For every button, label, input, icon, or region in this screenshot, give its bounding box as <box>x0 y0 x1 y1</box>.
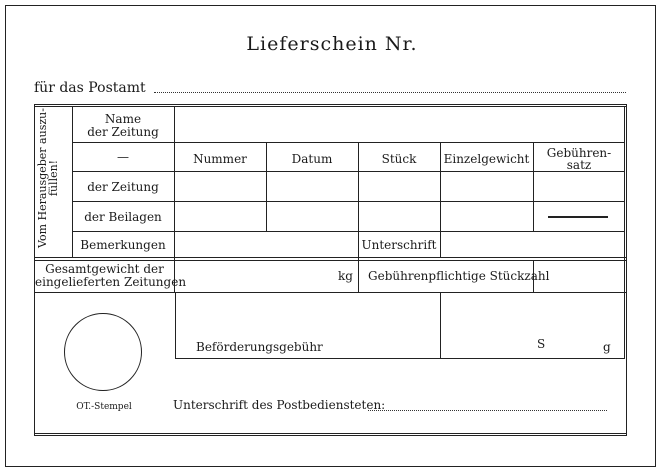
rule-section1 <box>34 257 627 258</box>
cell-stueck-zeitung[interactable] <box>360 172 439 200</box>
col-nummer: Nummer <box>193 152 247 166</box>
cell-datum-zeitung[interactable] <box>268 172 357 200</box>
unterschrift-field[interactable] <box>442 232 623 256</box>
postamt-field[interactable] <box>154 92 626 93</box>
col-datum: Datum <box>291 152 333 166</box>
col-gebuehren-line2: satz <box>566 158 592 172</box>
stueckzahl-label: Gebührenpflichtige Stückzahl <box>368 269 550 283</box>
cell-stueck-beilagen[interactable] <box>360 202 439 230</box>
befoerderung-field[interactable] <box>442 294 623 356</box>
cell-nummer-beilagen[interactable] <box>176 202 265 230</box>
row-beilagen-label: der Beilagen <box>84 210 162 224</box>
vrule-label-col <box>174 106 175 292</box>
col-gebuehren-line1: Gebühren- <box>546 146 612 160</box>
vrule-befoerderung-left <box>175 292 176 358</box>
cell-einzel-zeitung[interactable] <box>442 172 532 200</box>
top-double-line <box>34 106 627 107</box>
gesamtgewicht-line2: eingelieferten Zeitungen <box>35 275 187 289</box>
name-label-line1: Name <box>104 112 142 126</box>
col-gebuehrensatz <box>534 147 624 171</box>
bemerkungen-label: Bemerkungen <box>80 238 166 252</box>
vrule-befoerderung-mid <box>440 292 441 358</box>
rule-name <box>72 142 625 143</box>
rule-gesamt <box>34 292 627 293</box>
s-unit: S <box>537 337 546 351</box>
col-stueck: Stück <box>381 152 417 166</box>
gesamtgewicht-field[interactable] <box>176 262 336 290</box>
stempel-label: OT.-Stempel <box>76 402 132 412</box>
form-title: Lieferschein Nr. <box>246 33 418 55</box>
cell-einzel-beilagen[interactable] <box>442 202 532 230</box>
postbediensteter-label: Unterschrift des Postbediensteten: <box>173 398 386 412</box>
dash-label: — <box>117 150 129 164</box>
bemerkungen-field[interactable] <box>176 232 357 256</box>
side-label <box>37 104 59 252</box>
gebuehren-beilagen-bar <box>548 216 608 218</box>
stueckzahl-field[interactable] <box>535 262 623 290</box>
gesamtgewicht-line1: Gesamtgewicht der <box>45 262 164 276</box>
g-unit: g <box>603 340 611 354</box>
vrule-side <box>72 106 73 257</box>
row-zeitung-label: der Zeitung <box>87 180 159 194</box>
col-einzelgewicht: Einzelgewicht <box>443 152 530 166</box>
postamt-label: für das Postamt <box>34 80 146 96</box>
cell-satz-zeitung[interactable] <box>535 172 623 200</box>
gesamtgewicht-label <box>35 262 187 289</box>
side-label-line1: Vom Herausgeber auszu- <box>36 108 49 248</box>
vrule-right-inner <box>624 106 625 358</box>
cell-nummer-zeitung[interactable] <box>176 172 265 200</box>
cell-datum-beilagen[interactable] <box>268 202 357 230</box>
rule-befoerderung <box>175 358 625 359</box>
bottom-double-line <box>34 433 627 434</box>
postbediensteter-field[interactable] <box>368 410 607 411</box>
rule-section1b <box>34 260 627 261</box>
unterschrift-label: Unterschrift <box>361 238 437 252</box>
befoerderung-label: Beförderungsgebühr <box>196 340 323 354</box>
kg-unit: kg <box>338 269 353 283</box>
name-label-line2: der Zeitung <box>87 125 159 139</box>
side-label-line2: füllen! <box>47 159 60 197</box>
name-label <box>74 113 172 139</box>
stamp-circle <box>64 313 142 391</box>
